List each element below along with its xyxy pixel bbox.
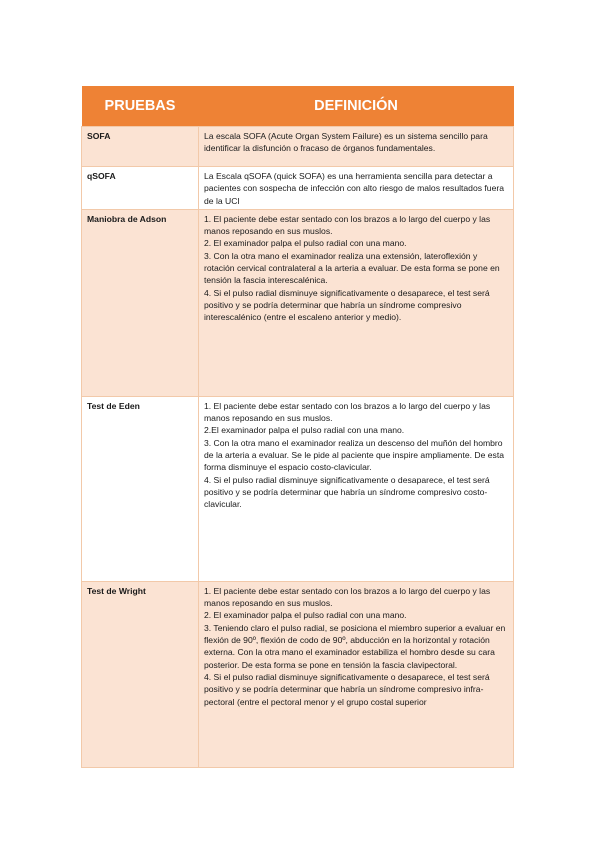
- row-definition: [199, 127, 514, 167]
- definition-line: 4. Si el pulso radial disminuye significativamente o desaparece, el test será positivo y se podría determinar que habría un síndrome compresivo costo-clavicular.: [204, 474, 490, 510]
- definition-line: 2.El examinador palpa el pulso radial con una mano.: [204, 425, 405, 436]
- definition-line: 1. El paciente debe estar sentado con los brazos a lo largo del cuerpo y las manos reposando en sus muslos.: [204, 213, 491, 237]
- row-definition: [199, 167, 514, 210]
- row-definition: [199, 209, 514, 396]
- definition-line: 2. El examinador palpa el pulso radial con una mano.: [204, 238, 407, 249]
- table-row-qsofa: [82, 167, 514, 210]
- definition-line: 2. El examinador palpa el pulso radial con una mano.: [204, 610, 407, 621]
- definition-line: 3. Teniendo claro el pulso radial, se posiciona el miembro superior a evaluar en flexión de 90º, flexión de codo de 90º, abducción en la horizontal y rotación externa. Con la otra mano el examinador estabiliza el hombro desde su cara posterior. De esta forma se pone en tensión la fascia clavipectoral.: [204, 622, 506, 670]
- definition-line: 3. Con la otra mano el examinador realiza un descenso del muñón del hombro de la arteria a evaluar. Se le pide al paciente que inspire ampliamente. De esta forma disminuye el espacio costo-clavicular.: [204, 437, 505, 473]
- table-row-adson: [82, 209, 514, 396]
- definition-line: 3. Con la otra mano el examinador realiza una extensión, lateroflexión y rotación cervical contralateral a la arteria a evaluar. De esta forma se pone en tensión la fascia interescalénica.: [204, 250, 500, 286]
- row-name: Test de Wright: [82, 581, 199, 767]
- definition-line: 1. El paciente debe estar sentado con los brazos a lo largo del cuerpo y las manos reposando en sus muslos.: [204, 585, 491, 609]
- table-row-sofa: [82, 127, 514, 167]
- header-row: [82, 86, 514, 127]
- row-name: Maniobra de Adson: [82, 209, 199, 396]
- table-row-wright: [82, 581, 514, 767]
- header-definicion: DEFINICIÓN: [314, 98, 398, 114]
- row-name: SOFA: [82, 127, 199, 167]
- definition-line: 4. Si el pulso radial disminuye significativamente o desaparece, el test será positivo y se podría determinar que habría un síndrome compresivo interescalénico (entre el escaleno anterior y medio).: [204, 287, 490, 323]
- definition-line: 4. Si el pulso radial disminuye significativamente o desaparece, el test será positivo y se podría determinar que habría un síndrome compresivo infra-pectoral (entre el pectoral menor y el grupo costal superior: [204, 671, 490, 707]
- row-name: qSOFA: [82, 167, 199, 210]
- definition-line: 1. El paciente debe estar sentado con los brazos a lo largo del cuerpo y las manos reposando en sus muslos.: [204, 400, 491, 424]
- definition-line: La Escala qSOFA (quick SOFA) es una herramienta sencilla para detectar a pacientes con sospecha de infección con alto riesgo de malos resultados fuera de la UCI: [204, 171, 505, 206]
- definition-line: La escala SOFA (Acute Organ System Failure) es un sistema sencillo para identificar la disfunción o fracaso de órganos fundamentales.: [204, 131, 488, 154]
- tests-table: [81, 86, 514, 768]
- row-name: Test de Eden: [82, 396, 199, 581]
- row-definition: [199, 581, 514, 767]
- row-definition: [199, 396, 514, 581]
- header-pruebas: PRUEBAS: [104, 98, 176, 114]
- table-row-eden: [82, 396, 514, 581]
